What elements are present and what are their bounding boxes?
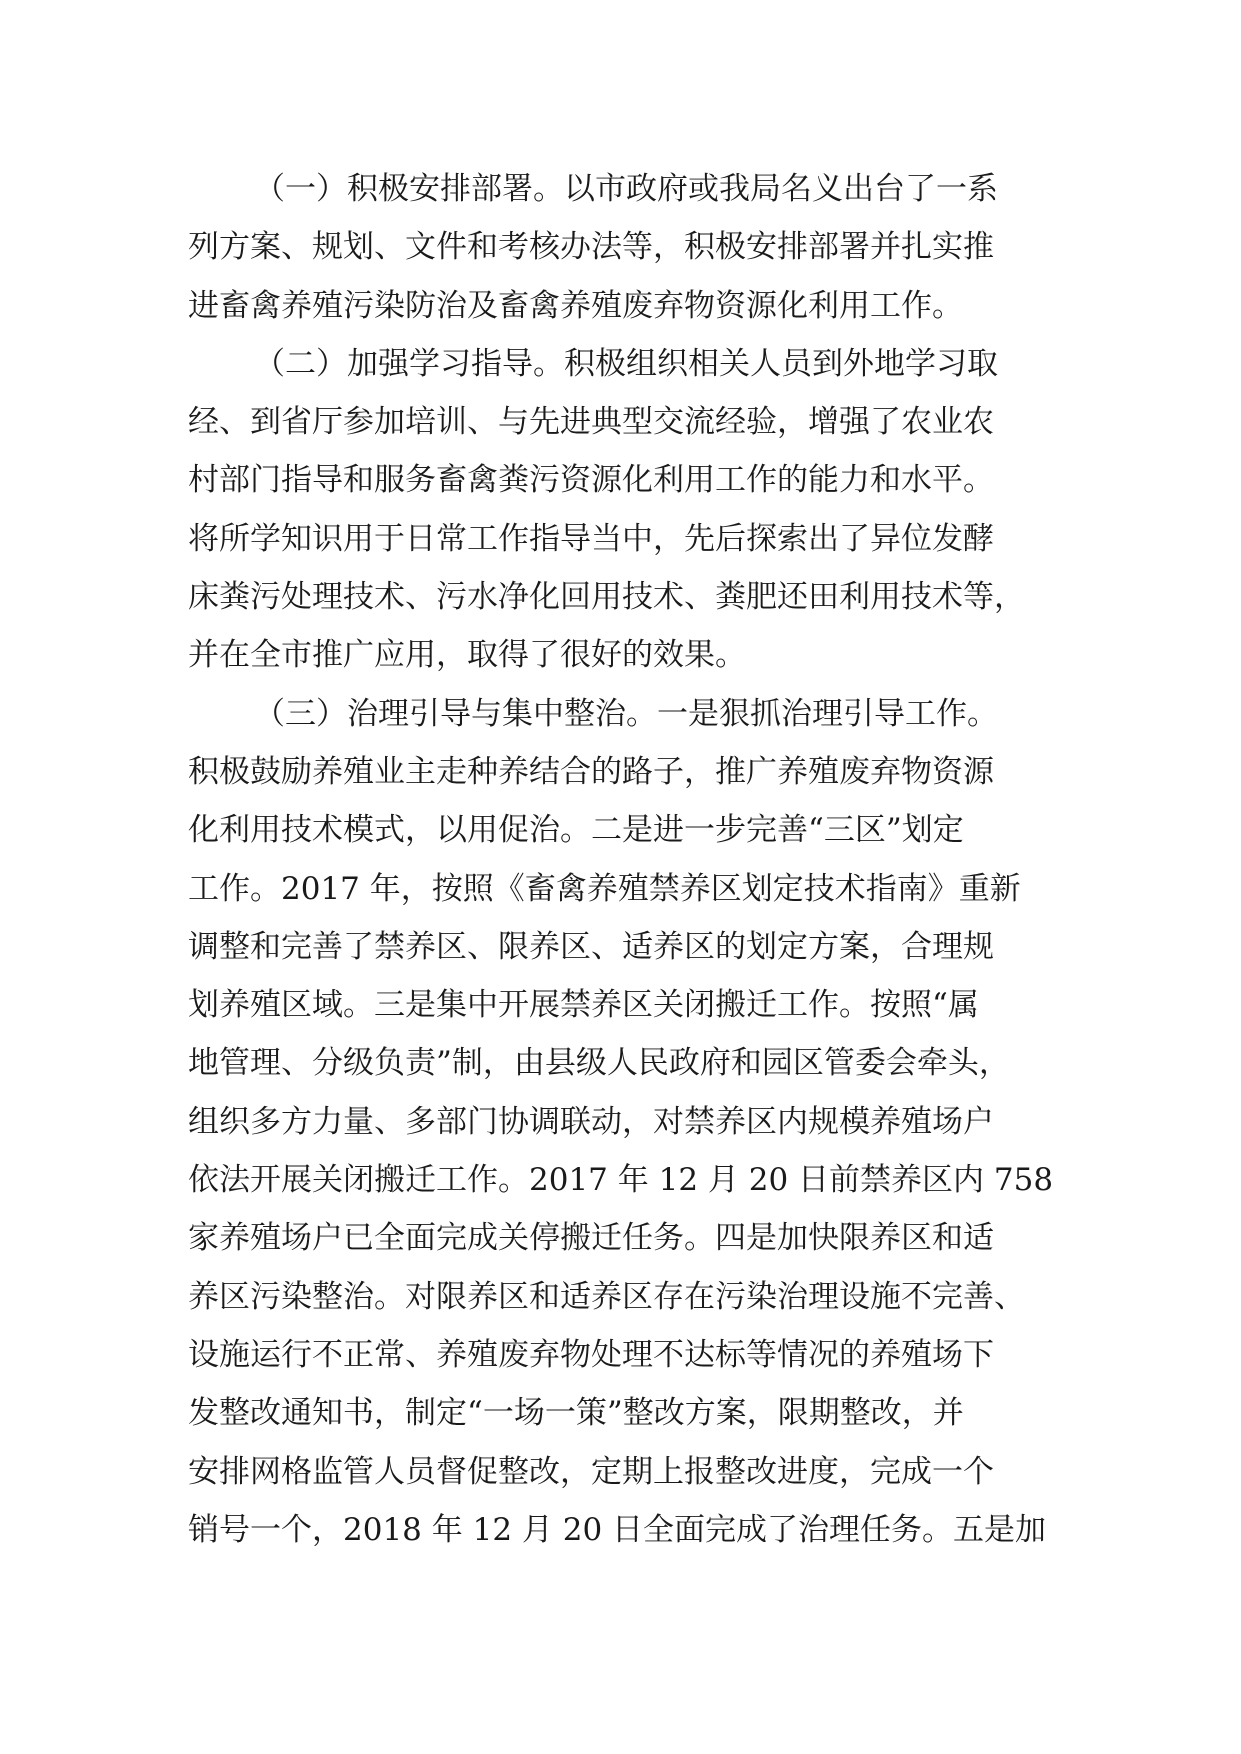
text-line: 工作。2017 年，按照《畜禽养殖禁养区划定技术指南》重新 [188, 870, 1021, 907]
text-line: 并在全市推广应用，取得了很好的效果。 [188, 637, 746, 674]
text-line: 发整改通知书，制定“一场一策”整改方案，限期整改，并 [188, 1395, 964, 1432]
paragraph-first-line: （一）积极安排部署。以市政府或我局名义出台了一系 [254, 171, 998, 207]
text-line: 床粪污处理技术、污水净化回用技术、粪肥还田利用技术等， [188, 579, 1025, 616]
text-line: 化利用技术模式，以用促治。二是进一步完善“三区”划定 [188, 812, 964, 849]
text-line: 设施运行不正常、养殖废弃物处理不达标等情况的养殖场下 [188, 1336, 994, 1373]
text-line: 进畜禽养殖污染防治及畜禽养殖废弃物资源化利用工作。 [188, 287, 963, 324]
text-line: 养区污染整治。对限养区和适养区存在污染治理设施不完善、 [188, 1278, 1025, 1315]
text-line: 组织多方力量、多部门协调联动，对禁养区内规模养殖场户 [188, 1103, 994, 1140]
text-line: 将所学知识用于日常工作指导当中，先后探索出了异位发酵 [188, 520, 994, 557]
text-line: 划养殖区域。三是集中开展禁养区关闭搬迁工作。按照“属 [188, 987, 979, 1024]
paragraph-first-line: （三）治理引导与集中整治。一是狠抓治理引导工作。 [254, 695, 998, 732]
text-line: 安排网格监管人员督促整改，定期上报整改进度，完成一个 [188, 1453, 994, 1490]
text-line: 经、到省厅参加培训、与先进典型交流经验，增强了农业农 [188, 404, 994, 441]
text-line: 村部门指导和服务畜禽粪污资源化利用工作的能力和水平。 [188, 462, 994, 499]
text-line: 列方案、规划、文件和考核办法等，积极安排部署并扎实推 [188, 229, 994, 266]
text-line: 积极鼓励养殖业主走种养结合的路子，推广养殖废弃物资源 [188, 753, 994, 790]
body-text [188, 160, 1058, 1559]
paragraph-first-line: （二）加强学习指导。积极组织相关人员到外地学习取 [254, 345, 998, 382]
text-line: 依法开展关闭搬迁工作。2017 年 12 月 20 日前禁养区内 758 [188, 1162, 1054, 1199]
text-line: 调整和完善了禁养区、限养区、适养区的划定方案，合理规 [188, 928, 994, 965]
text-line: 家养殖场户已全面完成关停搬迁任务。四是加快限养区和适 [188, 1220, 994, 1257]
text-line: 销号一个，2018 年 12 月 20 日全面完成了治理任务。五是加 [188, 1511, 1047, 1548]
text-line: 地管理、分级负责”制，由县级人民政府和园区管委会牵头， [188, 1045, 1010, 1082]
